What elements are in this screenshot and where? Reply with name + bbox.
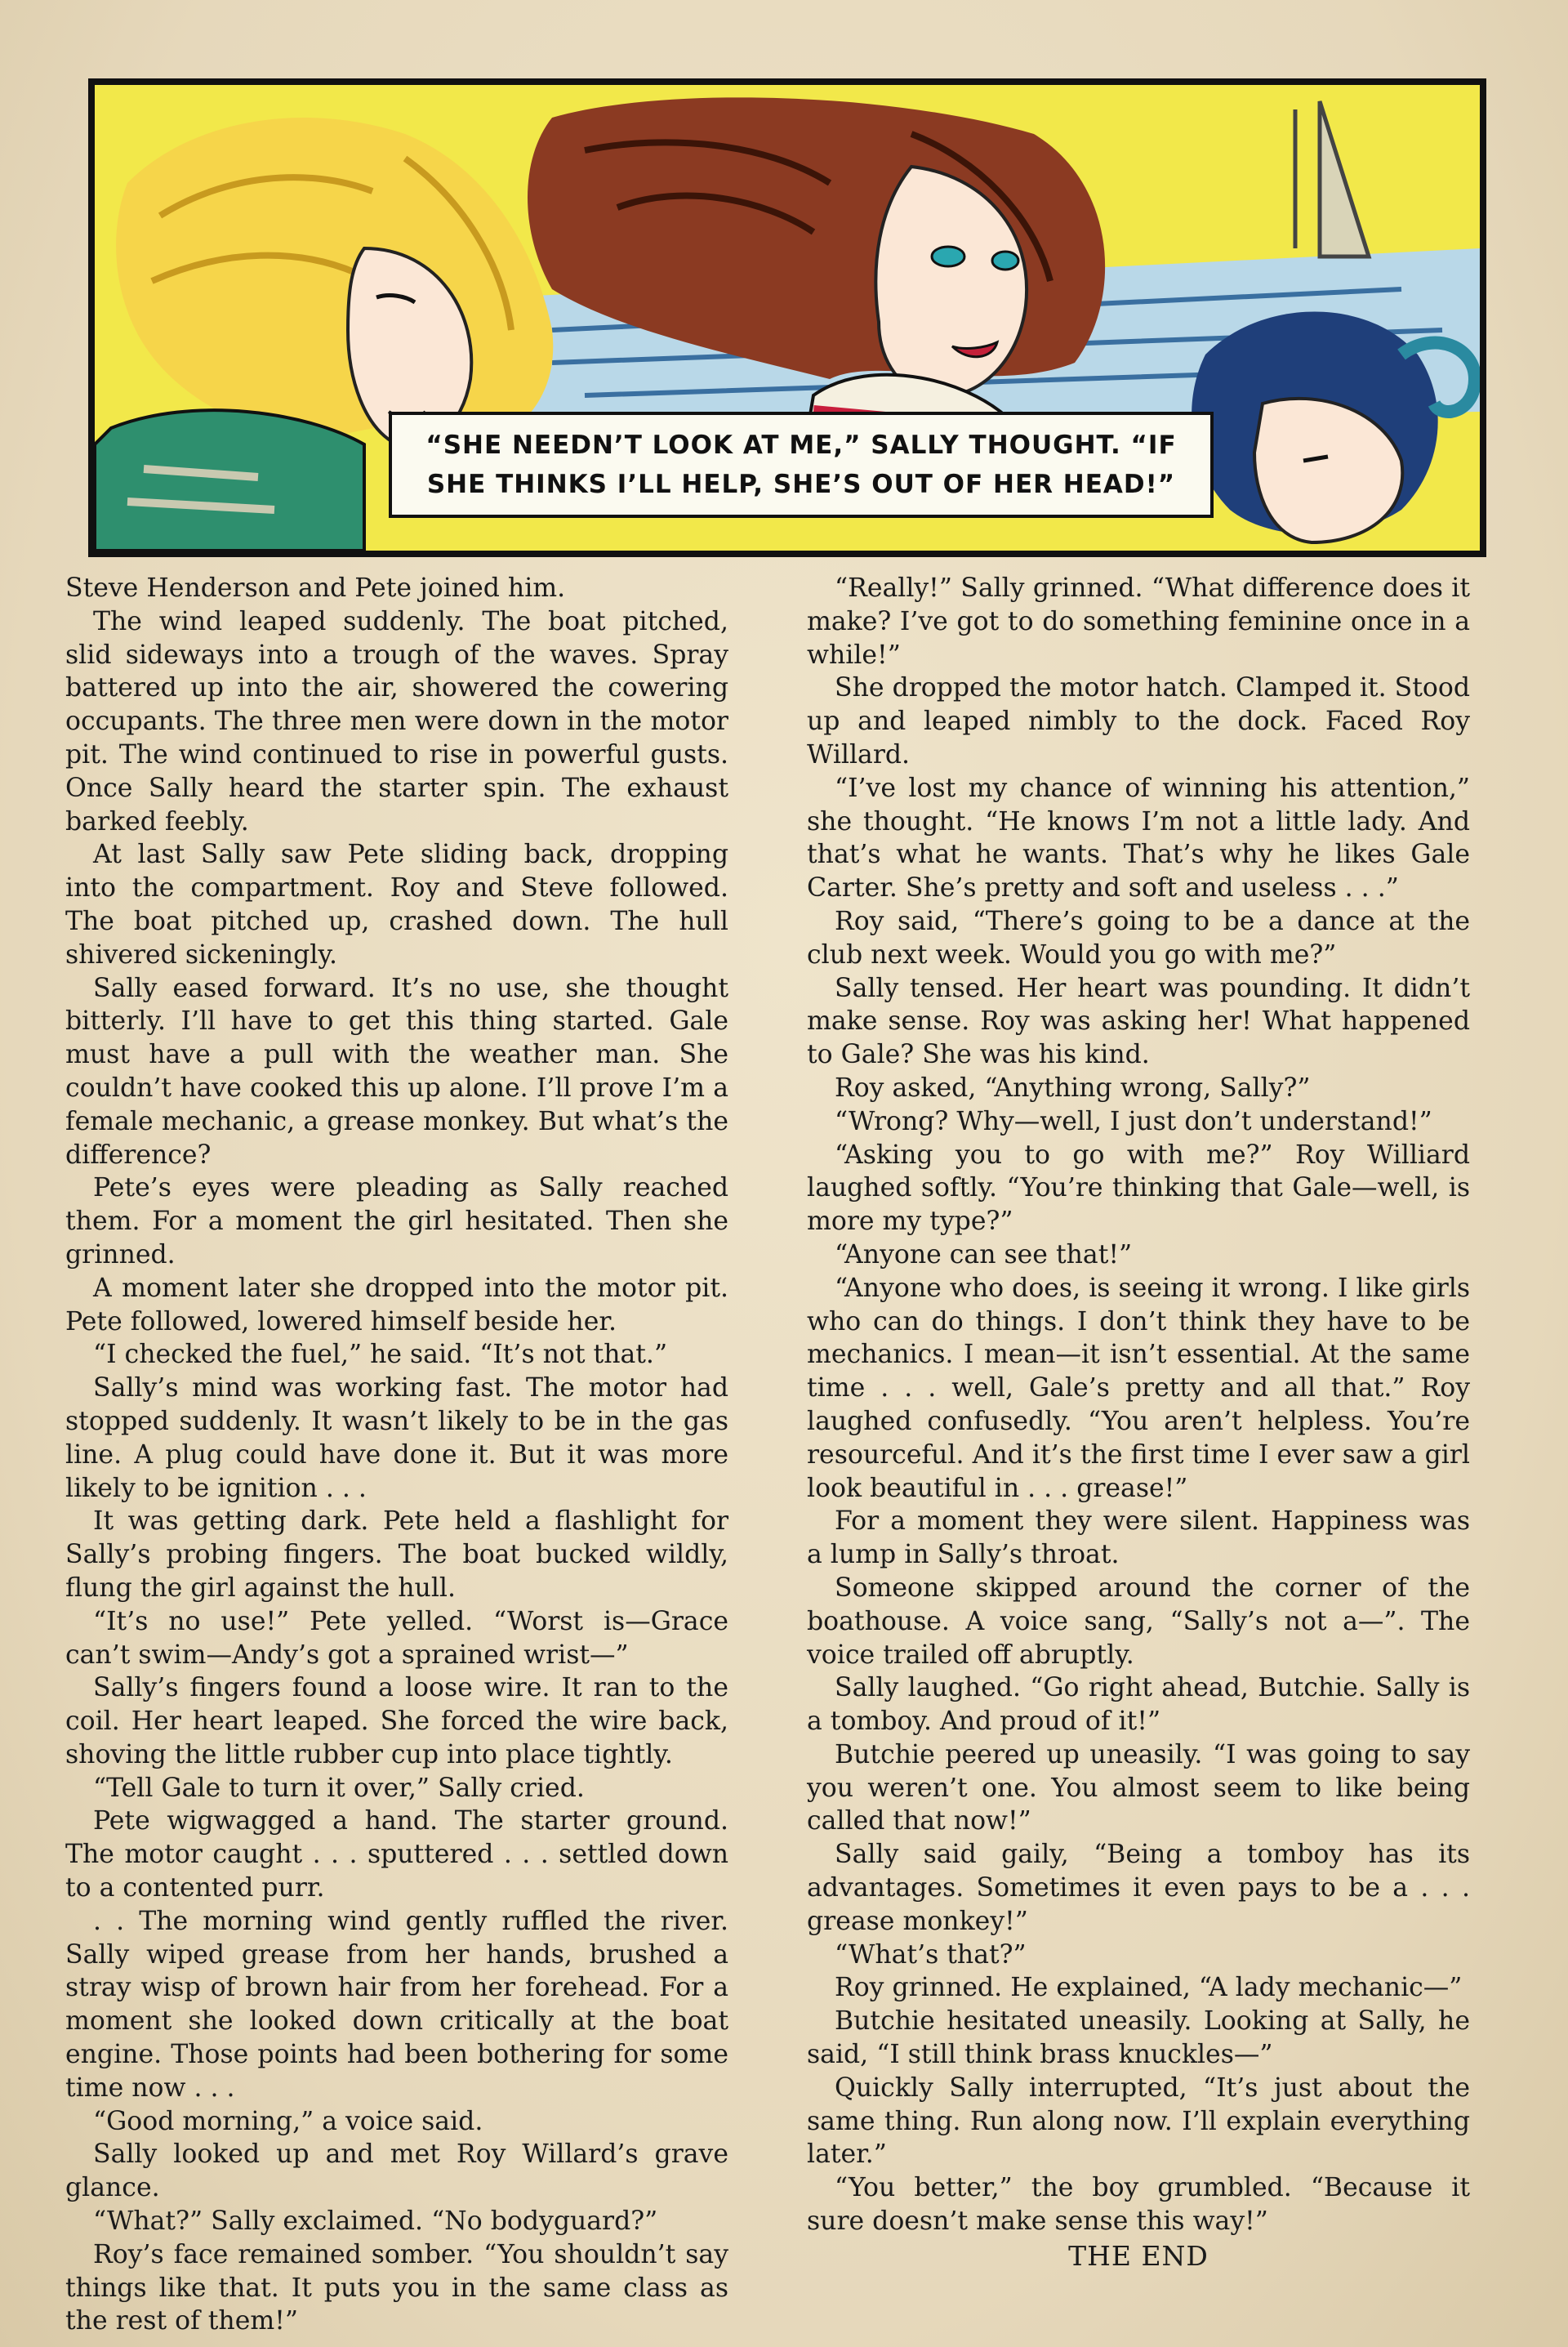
paragraph: “I checked the fuel,” he said. “It’s not that.” (93, 1340, 668, 1370)
paragraph: Butchie hesitated uneasily. Looking at Sally, he said, “I still think brass knuckles—” (807, 2006, 1470, 2070)
paragraph: Sally said gaily, “Being a tomboy has its advantages. Sometimes it even pays to be a . . . grease monkey!” (807, 1840, 1470, 1936)
paragraph: “Anyone who does, is seeing it wrong. I like girls who can do things. I don’t think they have to be mechanics. I mean—it isn’t essential. At the same time . . . well, Gale’s pretty and all that.” Roy laughed confusedly. “You aren’t helpless. You’re resourceful. And it’s the first time I ever saw a girl look beautiful in . . . grease!” (807, 1273, 1470, 1503)
paragraph: For a moment they were silent. Happiness was a lump in Sally’s throat. (807, 1506, 1470, 1570)
paragraph: “Anyone can see that!” (835, 1239, 1133, 1269)
comic-panel (88, 78, 1486, 557)
paragraph: Roy said, “There’s going to be a dance at the club next week. Would you go with me?” (807, 906, 1470, 970)
paragraph: Sally’s mind was working fast. The motor had stopped suddenly. It wasn’t likely to be in the gas line. A plug could have done it. But it was more likely to be ignition . . . (65, 1373, 728, 1503)
paragraph: Sally tensed. Her heart was pounding. It didn’t make sense. Roy was asking her! What happened to Gale? She was his kind. (807, 973, 1470, 1070)
right-text-column (807, 572, 1470, 2273)
paragraph: Sally laughed. “Go right ahead, Butchie. Sally is a tomboy. And proud of it!” (807, 1673, 1470, 1737)
paragraph: “What’s that?” (835, 1939, 1027, 1970)
paragraph: Butchie peered up uneasily. “I was going to say you weren’t one. You almost seem to like being called that now!” (807, 1739, 1470, 1836)
paragraph: Steve Henderson and Pete joined him. (65, 573, 566, 603)
paragraph: Roy’s face remained somber. “You shouldn’t say things like that. It puts you in the same class as the rest of them!” (65, 2239, 728, 2336)
paragraph: Someone skipped around the corner of the boathouse. A voice sang, “Sally’s not a—”. The voice trailed off abruptly. (807, 1573, 1470, 1670)
paragraph: “It’s no use!” Pete yelled. “Worst is—Grace can’t swim—Andy’s got a sprained wrist—” (65, 1606, 728, 1670)
paragraph: Sally’s fingers found a loose wire. It ran to the coil. Her heart leaped. She forced the wire back, shoving the little rubber cup into place tightly. (65, 1673, 728, 1769)
paragraph: Quickly Sally interrupted, “It’s just about the same thing. Run along now. I’ll explain everything later.” (807, 2073, 1470, 2170)
paragraph: “Tell Gale to turn it over,” Sally cried. (93, 1773, 585, 1803)
left-text-column (65, 572, 728, 2338)
paragraph: “I’ve lost my chance of winning his attention,” she thought. “He knows I’m not a little lady. And that’s what he wants. That’s why he likes Gale Carter. She’s pretty and soft and useless . . .” (807, 773, 1470, 904)
paragraph: “Good morning,” a voice said. (93, 2106, 483, 2136)
paragraph: Pete wigwagged a hand. The starter ground. The motor caught . . . sputtered . . . settled down to a contented purr. (65, 1806, 728, 1903)
the-end-label: THE END (1068, 2239, 1209, 2272)
paragraph: “Asking you to go with me?” Roy Williard laughed softly. “You’re thinking that Gale—well, is more my type?” (807, 1140, 1470, 1237)
paragraph: “You better,” the boy grumbled. “Because it sure doesn’t make sense this way!” (807, 2173, 1470, 2237)
paragraph: The wind leaped suddenly. The boat pitched, slid sideways into a trough of the waves. Spray battered up into the air, showered the cowering occupants. The three men were down in the motor pit. The wind continued to rise in powerful gusts. Once Sally heard the starter spin. The exhaust barked feebly. (65, 606, 728, 837)
paragraph: Roy grinned. He explained, “A lady mechanic—” (835, 1973, 1463, 2003)
paragraph: “What?” Sally exclaimed. “No bodyguard?” (93, 2206, 658, 2237)
paragraph: It was getting dark. Pete held a flashlight for Sally’s probing fingers. The boat bucked wildly, flung the girl against the hull. (65, 1506, 728, 1603)
paragraph: A moment later she dropped into the motor pit. Pete followed, lowered himself beside her. (65, 1273, 728, 1336)
paragraph: She dropped the motor hatch. Clamped it. Stood up and leaped nimbly to the dock. Faced Roy Willard. (807, 673, 1470, 770)
paragraph: “Wrong? Why—well, I just don’t understand!” (835, 1106, 1432, 1136)
paragraph: . . The morning wind gently ruffled the river. Sally wiped grease from her hands, brushed a stray wisp of brown hair from her forehead. For a moment she looked down critically at the boat engine. Those points had been bothering for some time now . . . (65, 1906, 728, 2103)
panel-caption: “SHE NEEDN’T LOOK AT ME,” SALLY THOUGHT. “IF SHE THINKS I’LL HELP, SHE’S OUT OF HER HEAD!” (389, 412, 1214, 518)
paragraph: Sally eased forward. It’s no use, she thought bitterly. I’ll have to get this thing started. Gale must have a pull with the weather man. She couldn’t have cooked this up alone. I’ll prove I’m a female mechanic, a grease monkey. But what’s the difference? (65, 973, 728, 1170)
paragraph: “Really!” Sally grinned. “What difference does it make? I’ve got to do something feminine once in a while!” (807, 573, 1470, 670)
paragraph: Sally looked up and met Roy Willard’s grave glance. (65, 2140, 728, 2203)
paragraph: Pete’s eyes were pleading as Sally reached them. For a moment the girl hesitated. Then she grinned. (65, 1173, 728, 1269)
paragraph: At last Sally saw Pete sliding back, dropping into the compartment. Roy and Steve followed. The boat pitched up, crashed down. The hull shivered sickeningly. (65, 840, 728, 970)
paragraph: Roy asked, “Anything wrong, Sally?” (835, 1073, 1311, 1103)
